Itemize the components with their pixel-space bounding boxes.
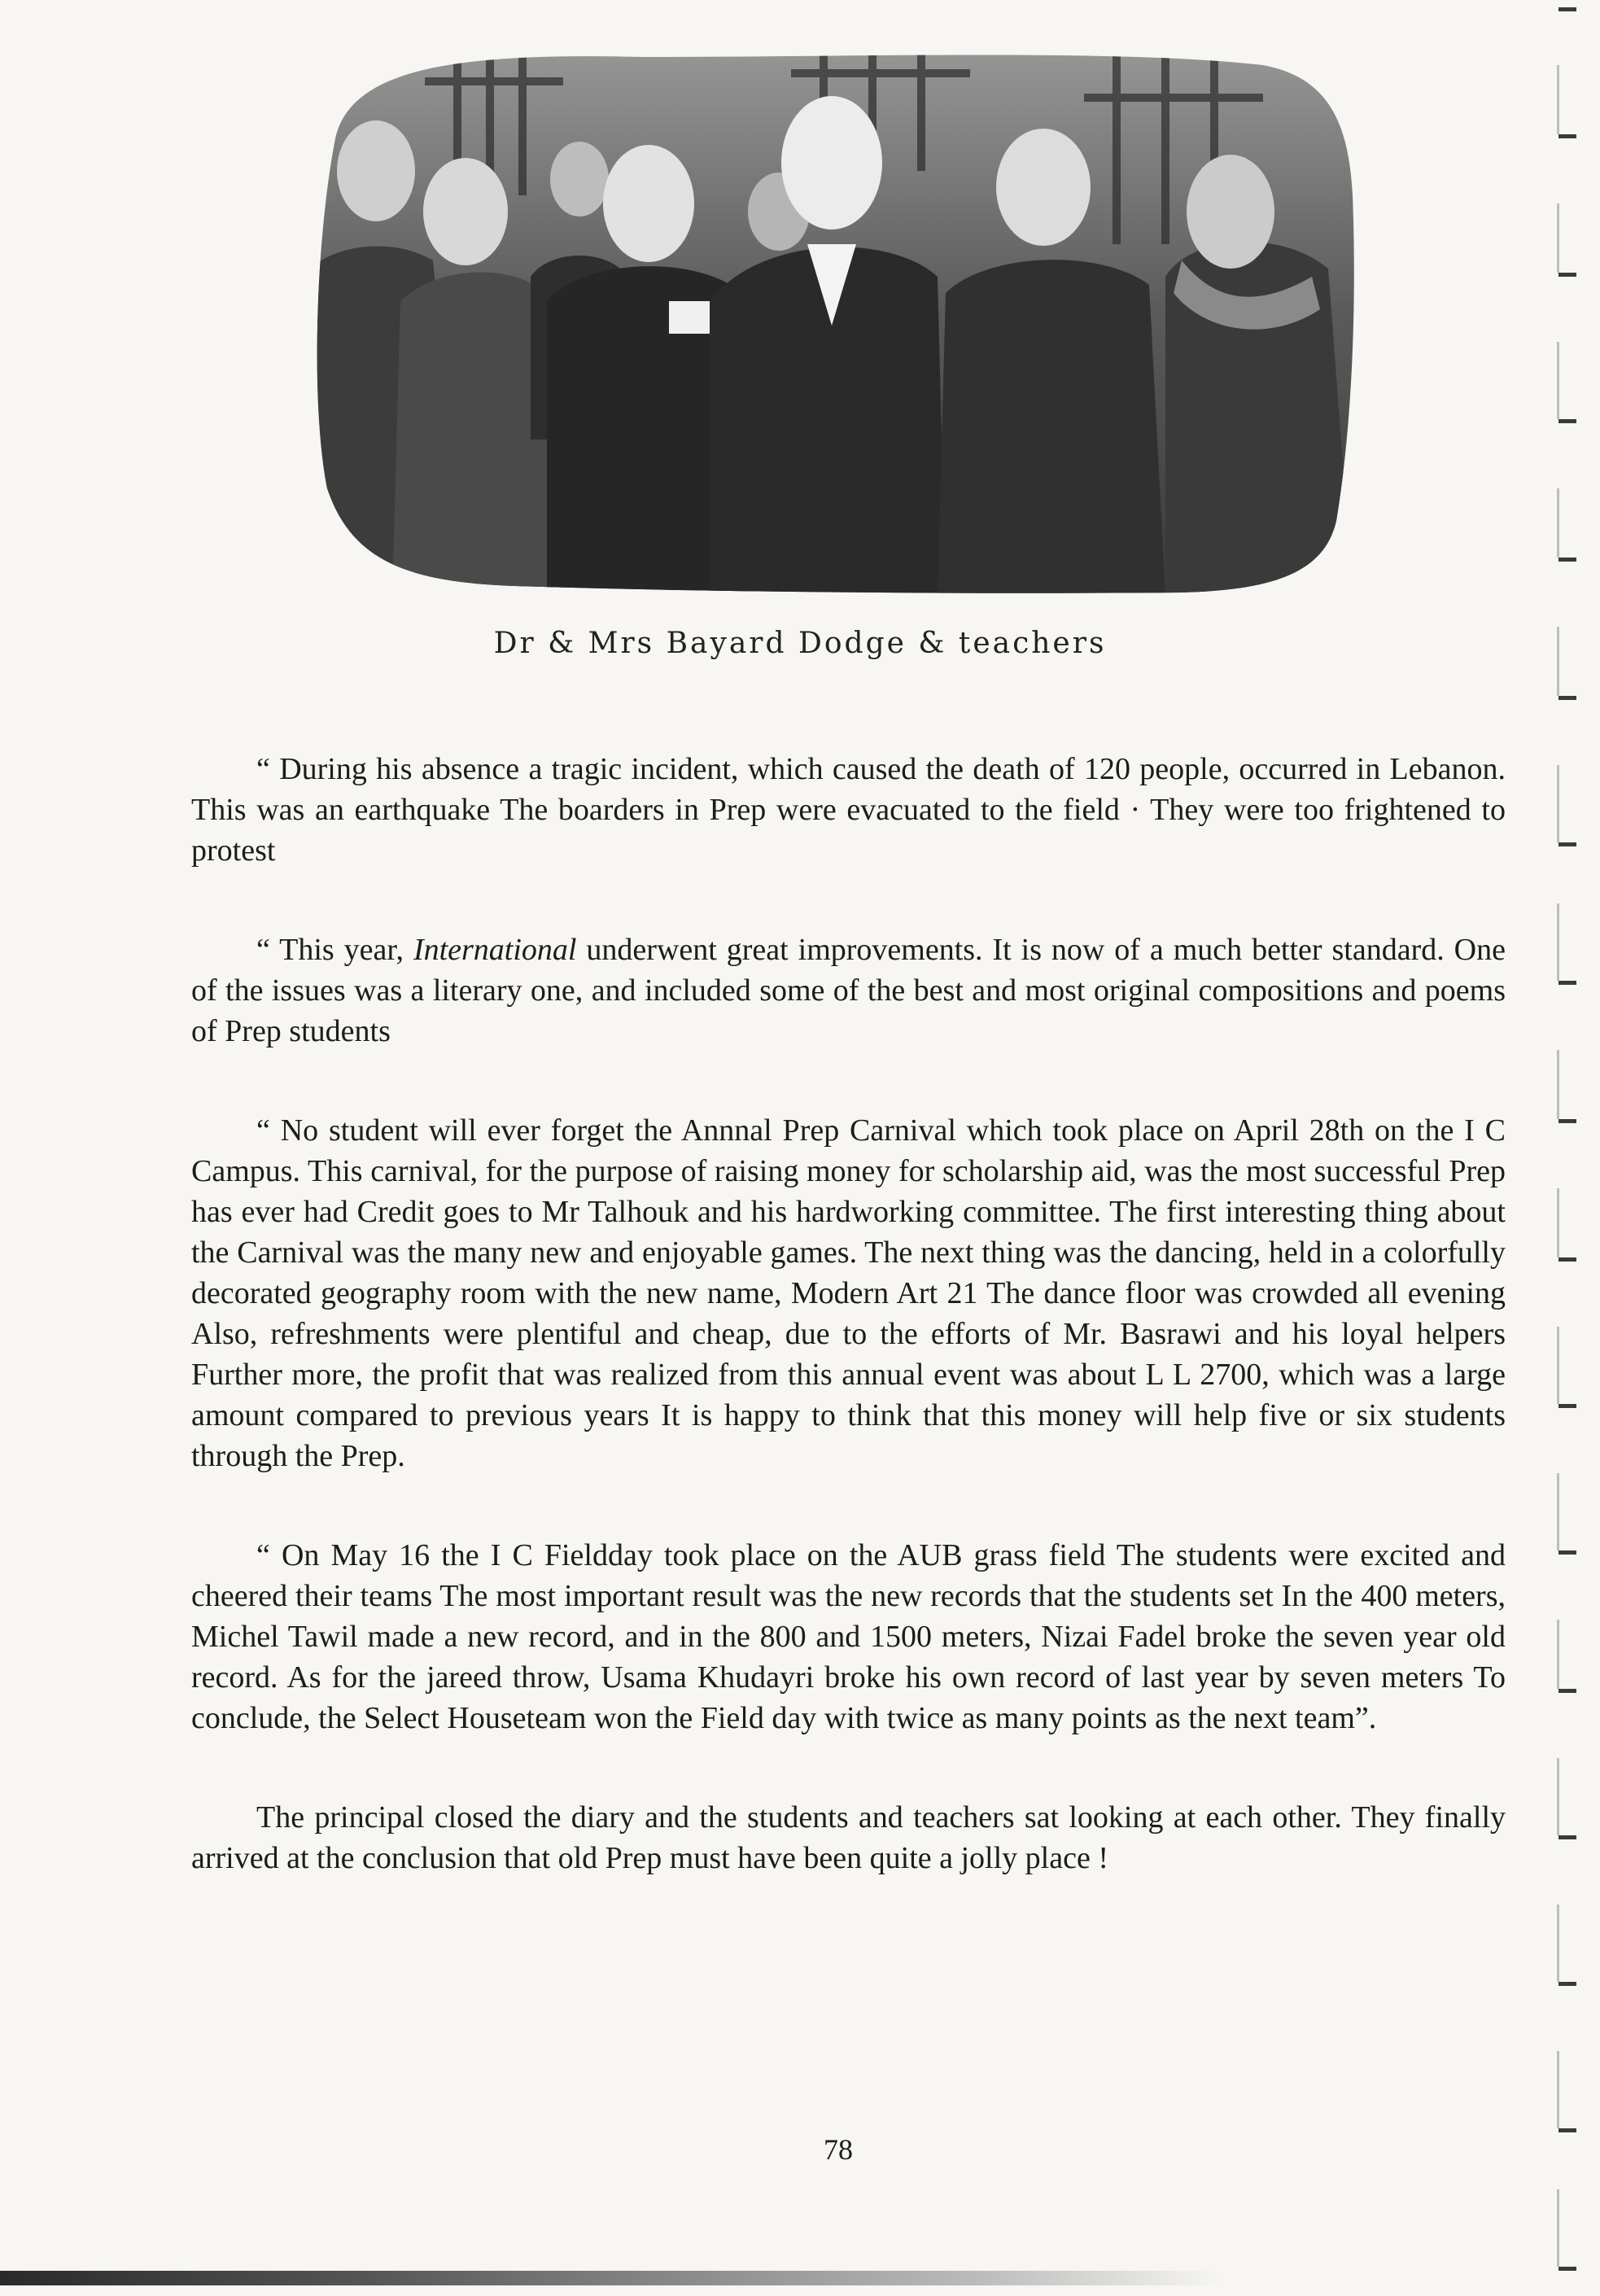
binding-mark bbox=[1542, 2189, 1575, 2271]
group-photo-image bbox=[303, 33, 1357, 594]
paragraph-international-prefix: “ This year, bbox=[256, 933, 413, 967]
binding-mark bbox=[1542, 1620, 1575, 1693]
quote-open-mark: “ bbox=[256, 1538, 270, 1572]
binding-mark bbox=[1542, 2051, 1575, 2132]
binding-mark bbox=[1542, 1188, 1575, 1262]
binding-mark bbox=[1542, 1473, 1575, 1555]
paragraph-fieldday-text: On May 16 the I C Fieldday took place on the AUB grass field The students were excited and cheered their teams The most important result was the new records that the students set In the 400 meters, Michel Tawil made a new record, and in the 800 and 1500 meters, Nizai Fadel broke the seven year old record. As for the jareed throw, Usama Khudayri broke his own record of last year by seven meters To conclude, the Select Houseteam won the Field day with twice as many points as the next team”. bbox=[191, 1538, 1506, 1735]
binding-mark bbox=[1542, 65, 1575, 138]
binding-mark bbox=[1542, 342, 1575, 423]
binding-mark bbox=[1542, 1905, 1575, 1986]
quote-open-mark: “ bbox=[256, 1113, 270, 1148]
paragraph-international-suffix: underwent great improvements. It is now of a much better standard. One of the issues was a literary one, and included some of the best and most original compositions and poems of Prep students bbox=[191, 933, 1506, 1048]
paragraph-carnival-text: No student will ever forget the Annnal Prep Carnival which took place on April 28th on the I C Campus. This carnival, for the purpose of raising money for scholarship aid, was the most successful Prep has ever had Credit goes to Mr Talhouk and his hardworking committee. The first interesting thing about the Carnival was the many new and enjoyable games. The next thing was the dancing, held in a colorfully decorated geography room with the new name, Modern Art 21 The dance floor was crowded all evening Also, refreshments were plentiful and cheap, due to the efforts of Mr. Basrawi and his loyal helpers Further more, the profit that was realized from this annual event was about L L 2700, which was a large amount compared to previous years It is happy to think that this money will help five or six students through the Prep. bbox=[191, 1113, 1506, 1473]
paragraph-earthquake: “ During his absence a tragic incident, which caused the death of 120 people, occurred in Lebanon. This was an earthquake The boarders in Prep were evacuated to the field · They were too frightened to protest bbox=[191, 752, 1506, 868]
article-body bbox=[191, 749, 1506, 1937]
binding-marks bbox=[1542, 0, 1591, 2296]
binding-mark bbox=[1542, 488, 1575, 562]
binding-mark bbox=[1542, 203, 1575, 277]
international-title: International bbox=[413, 933, 577, 967]
scan-edge-strip bbox=[0, 2271, 1221, 2285]
binding-mark bbox=[1542, 0, 1575, 11]
paragraph-conclusion: The principal closed the diary and the students and teachers sat looking at each other. They finally arrived at the conclusion that old Prep must have been quite a jolly place ! bbox=[191, 1800, 1506, 1875]
binding-mark bbox=[1542, 1050, 1575, 1123]
page-number: 78 bbox=[824, 2133, 853, 2166]
paragraph-international bbox=[191, 929, 1506, 1052]
binding-mark bbox=[1542, 627, 1575, 700]
binding-mark bbox=[1542, 903, 1575, 985]
paragraph-fieldday bbox=[191, 1535, 1506, 1738]
photo-caption: Dr & Mrs Bayard Dodge & teachers bbox=[493, 627, 1107, 660]
binding-mark bbox=[1542, 1327, 1575, 1408]
binding-mark bbox=[1542, 765, 1575, 846]
binding-mark bbox=[1542, 1758, 1575, 1839]
group-photo bbox=[303, 33, 1357, 594]
paragraph-carnival bbox=[191, 1110, 1506, 1476]
